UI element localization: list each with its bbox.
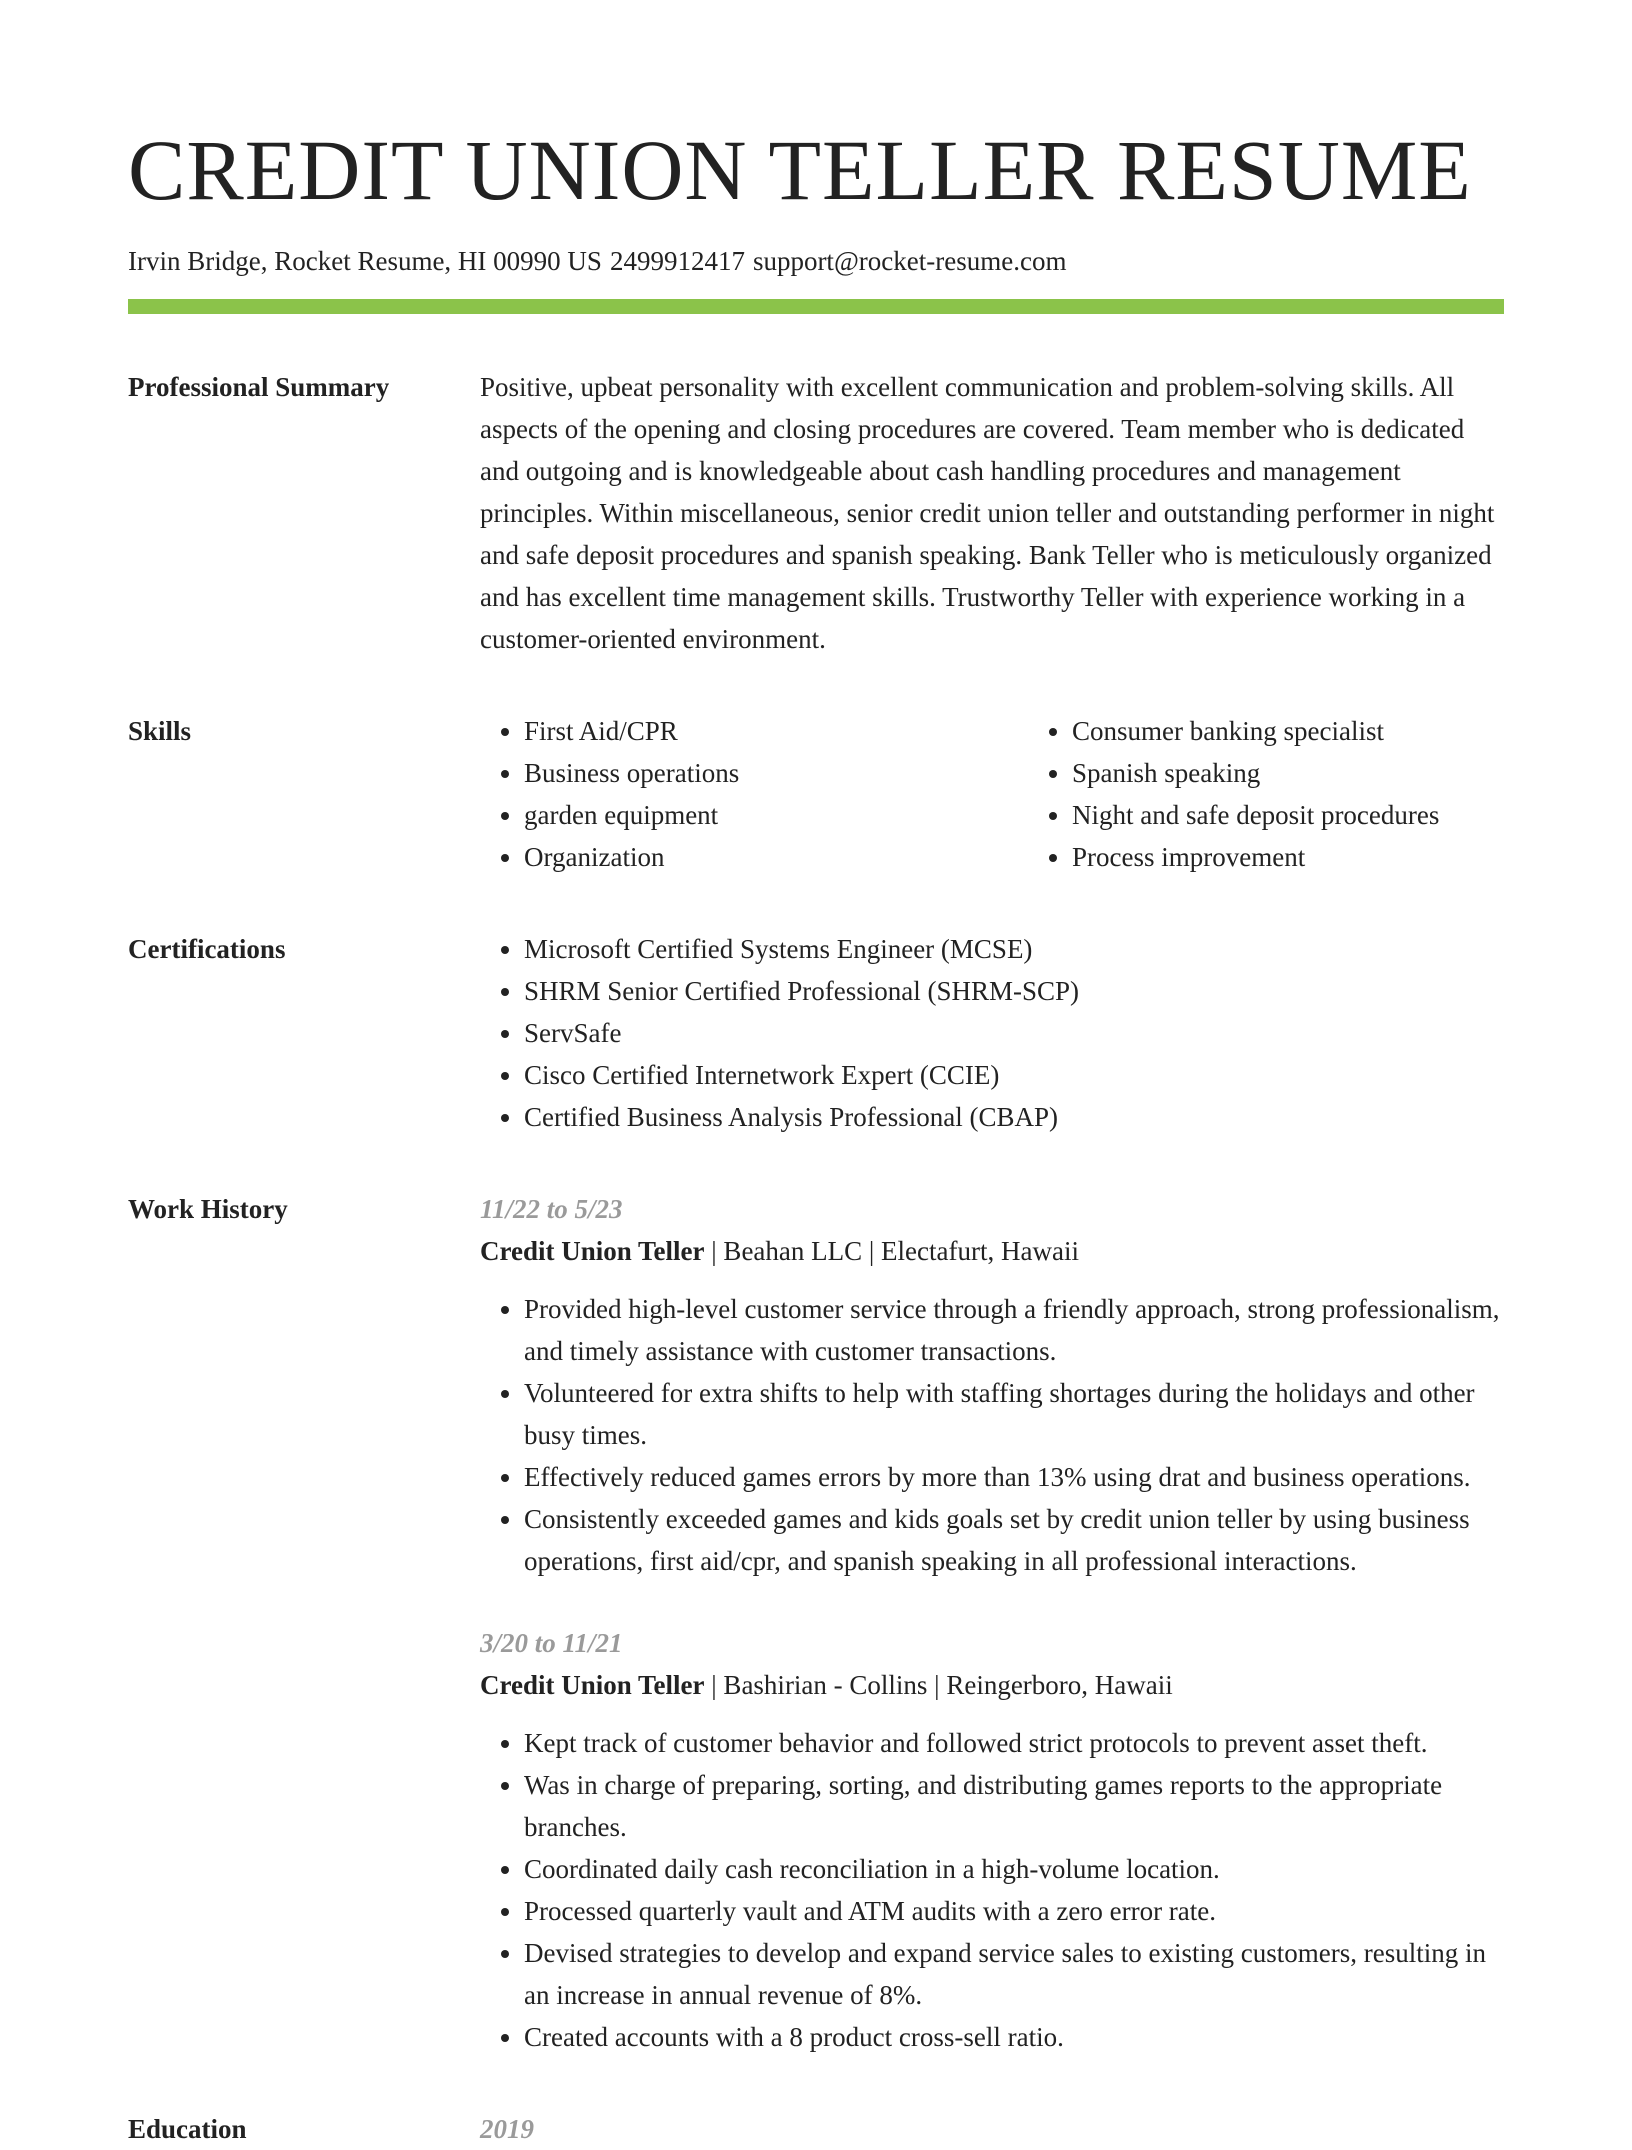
certification-item: • Cisco Certified Internetwork Expert (CCIE) bbox=[524, 1054, 1504, 1096]
section-heading-certifications: Certifications bbox=[128, 934, 286, 964]
certification-item: • ServSafe bbox=[524, 1012, 1504, 1054]
certifications-list bbox=[480, 928, 1504, 1138]
skill-item: • Business operations bbox=[524, 752, 1028, 794]
header-divider bbox=[128, 299, 1504, 314]
job-bullet: • Coordinated daily cash reconciliation in a high-volume location. bbox=[524, 1848, 1504, 1890]
job-dates: 11/22 to 5/23 bbox=[480, 1194, 623, 1224]
skill-item: • Spanish speaking bbox=[1072, 752, 1576, 794]
skills-section bbox=[128, 710, 1504, 878]
skill-item: • Process improvement bbox=[1072, 836, 1576, 878]
section-heading-skills: Skills bbox=[128, 716, 192, 746]
skills-list-left bbox=[480, 710, 1028, 878]
job-bullet: • Consistently exceeded games and kids goals set by credit union teller by using business operations, first aid/cpr, and spanish speaking in all professional interactions. bbox=[524, 1498, 1504, 1582]
job-bullet: • Created accounts with a 8 product cross-sell ratio. bbox=[524, 2016, 1504, 2058]
job-bullet: • Kept track of customer behavior and followed strict protocols to prevent asset theft. bbox=[524, 1722, 1504, 1764]
section-heading-education: Education bbox=[128, 2114, 247, 2144]
job-bullet: • Volunteered for extra shifts to help with staffing shortages during the holidays and other busy times. bbox=[524, 1372, 1504, 1456]
skill-item: • First Aid/CPR bbox=[524, 710, 1028, 752]
skills-list-right bbox=[1028, 710, 1576, 878]
skill-item: • Consumer banking specialist bbox=[1072, 710, 1576, 752]
resume-page bbox=[128, 0, 1504, 2150]
certification-item: • SHRM Senior Certified Professional (SHRM-SCP) bbox=[524, 970, 1504, 1012]
job-employer-location: | Beahan LLC | Electafurt, Hawaii bbox=[704, 1236, 1079, 1266]
education-date: 2019 bbox=[480, 2114, 534, 2144]
job-header bbox=[480, 1664, 1504, 1706]
job-header bbox=[480, 1230, 1504, 1272]
certification-item: • Certified Business Analysis Professional (CBAP) bbox=[524, 1096, 1504, 1138]
contact-address: Irvin Bridge, Rocket Resume, HI 00990 US bbox=[128, 246, 602, 276]
section-heading-work-history: Work History bbox=[128, 1194, 288, 1224]
skill-item: • Organization bbox=[524, 836, 1028, 878]
job-bullet: • Devised strategies to develop and expand service sales to existing customers, resulting in an increase in annual revenue of 8%. bbox=[524, 1932, 1504, 2016]
summary-text: Positive, upbeat personality with excellent communication and problem-solving skills. All aspects of the opening and closing procedures are covered. Team member who is dedicated and outgoing and is knowledgeable about cash handling procedures and management principles. Within miscellaneous, senior credit union teller and outstanding performer in night and safe deposit procedures and spanish speaking. Bank Teller who is meticulously organized and has excellent time management skills. Trustworthy Teller with experience working in a customer-oriented environment. bbox=[480, 372, 1495, 654]
section-heading-summary: Professional Summary bbox=[128, 372, 390, 402]
work-history-section bbox=[128, 1188, 1504, 2058]
skill-item: • Night and safe deposit procedures bbox=[1072, 794, 1576, 836]
job-bullets bbox=[480, 1722, 1504, 2058]
job-dates: 3/20 to 11/21 bbox=[480, 1628, 623, 1658]
job-title: Credit Union Teller bbox=[480, 1236, 705, 1266]
job-bullet: • Processed quarterly vault and ATM audits with a zero error rate. bbox=[524, 1890, 1504, 1932]
summary-section bbox=[128, 366, 1504, 660]
job-bullet: • Was in charge of preparing, sorting, and distributing games reports to the appropriate branches. bbox=[524, 1764, 1504, 1848]
job-employer-location: | Bashirian - Collins | Reingerboro, Hawaii bbox=[704, 1670, 1173, 1700]
job-entry bbox=[480, 1622, 1504, 2058]
certifications-section bbox=[128, 928, 1504, 1138]
contact-line bbox=[128, 246, 1504, 276]
job-bullets bbox=[480, 1288, 1504, 1582]
job-bullet: • Effectively reduced games errors by more than 13% using drat and business operations. bbox=[524, 1456, 1504, 1498]
skill-item: • garden equipment bbox=[524, 794, 1028, 836]
job-bullet: • Provided high-level customer service through a friendly approach, strong professionalism, and timely assistance with customer transactions. bbox=[524, 1288, 1504, 1372]
job-title: Credit Union Teller bbox=[480, 1670, 705, 1700]
education-section bbox=[128, 2108, 1504, 2150]
job-entry bbox=[480, 1188, 1504, 1582]
contact-email: support@rocket-resume.com bbox=[752, 246, 1067, 276]
certification-item: • Microsoft Certified Systems Engineer (MCSE) bbox=[524, 928, 1504, 970]
contact-phone: 2499912417 bbox=[609, 246, 745, 276]
resume-title: CREDIT UNION TELLER RESUME bbox=[128, 122, 1472, 218]
